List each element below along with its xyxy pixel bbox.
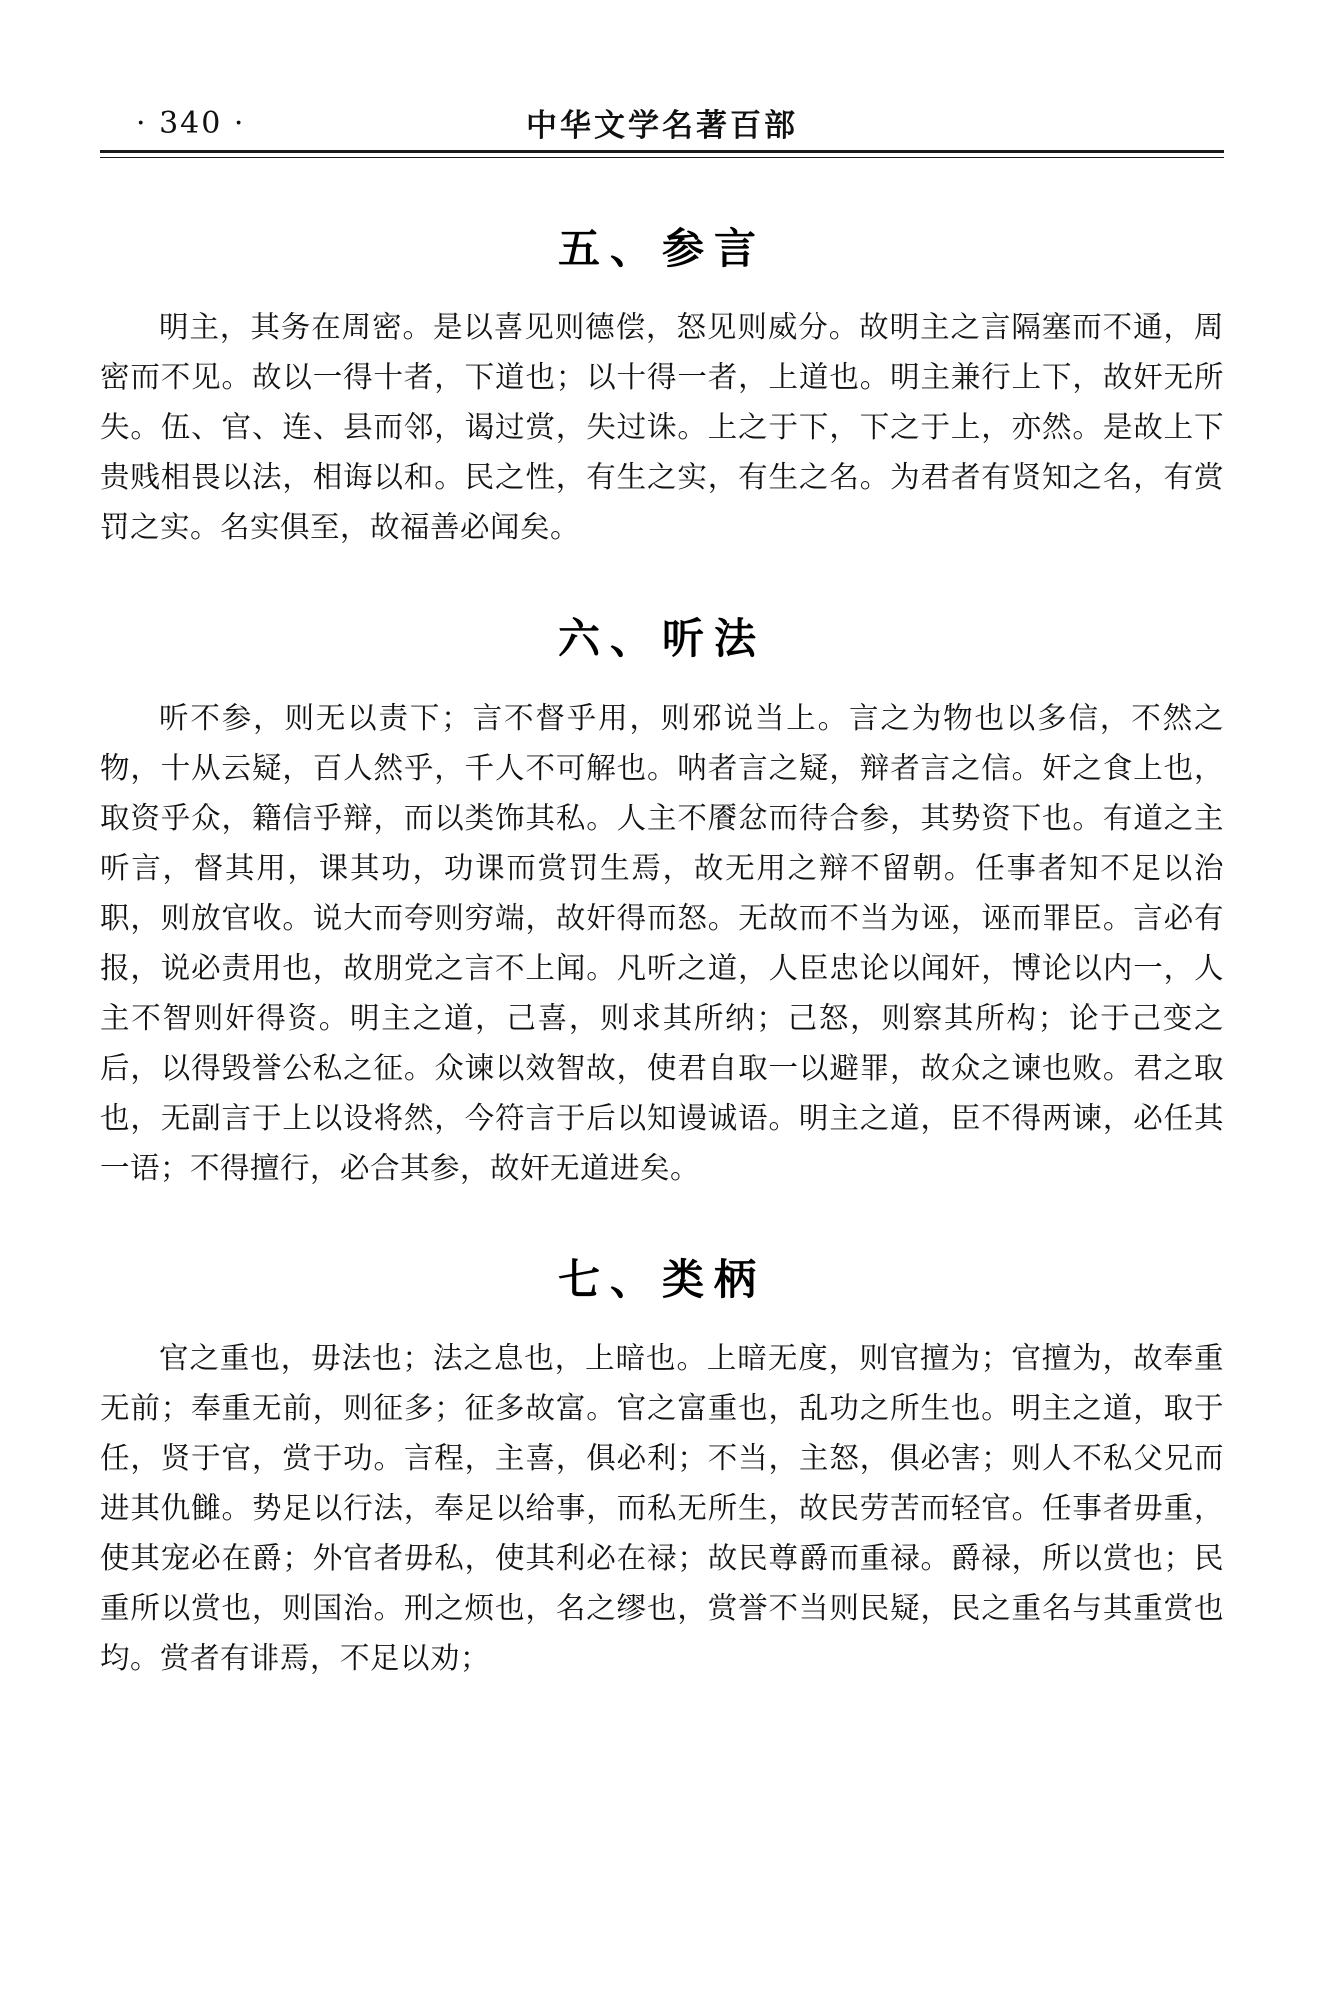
section-paragraph-2: 听不参，则无以责下；言不督乎用，则邪说当上。言之为物也以多信，不然之物，十从云疑，百人然乎，千人不可解也。呐者言之疑，辩者言之信。奸之食上也，取资乎众，籍信乎辩，而以类饰其私。人主不餍忿而待合参，其势资下也。有道之主听言，督其用，课其功，功课而赏罚生焉，故无用之辩不留朝。任事者知不足以治职，则放官收。说大而夸则穷端，故奸得而怒。无故而不当为诬，诬而罪臣。言必有报，说必责用也，故朋党之言不上闻。凡听之道，人臣忠论以闻奸，博论以内一，人主不智则奸得资。明主之道，己喜，则求其所纳；己怒，则察其所构；论于己变之后，以得毁誉公私之征。众谏以效智故，使君自取一以避罪，故众之谏也败。君之取也，无副言于上以设将然，今符言于后以知谩诚语。明主之道，臣不得两谏，必任其一语；不得擅行，必合其参，故奸无道进矣。 xyxy=(100,700,1224,1185)
book-title: 中华文学名著百部 xyxy=(526,108,798,144)
page-number: · 340 · xyxy=(136,106,246,141)
section-heading-1: 五、参言 xyxy=(557,224,766,273)
section-block-3 xyxy=(100,1255,1224,1683)
page-content xyxy=(100,200,1224,1683)
section-paragraph-1: 明主，其务在周密。是以喜见则德偿，怒见则威分。故明主之言隔塞而不通，周密而不见。故以一得十者，下道也；以十得一者，上道也。明主兼行上下，故奸无所失。伍、官、连、县而邻，谒过赏，失过诛。上之于下，下之于上，亦然。是故上下贵贱相畏以法，相诲以和。民之性，有生之实，有生之名。为君者有贤知之名，有赏罚之实。名实俱至，故福善必闻矣。 xyxy=(100,310,1224,545)
section-paragraph-3: 官之重也，毋法也；法之息也，上暗也。上暗无度，则官擅为；官擅为，故奉重无前；奉重无前，则征多；征多故富。官之富重也，乱功之所生也。明主之道，取于任，贤于官，赏于功。言程，主喜，俱必利；不当，主怒，俱必害；则人不私父兄而进其仇雠。势足以行法，奉足以给事，而私无所生，故民劳苦而轻官。任事者毋重，使其宠必在爵；外官者毋私，使其利必在禄；故民尊爵而重禄。爵禄，所以赏也；民重所以赏也，则国治。刑之烦也，名之缪也，赏誉不当则民疑，民之重名与其重赏也均。赏者有诽焉，不足以劝； xyxy=(100,1341,1224,1676)
section-heading-3: 七、类柄 xyxy=(557,1254,766,1304)
header-rule-thin xyxy=(100,157,1224,158)
page-header xyxy=(100,100,1224,160)
section-block-2 xyxy=(100,614,1224,1192)
header-rule-thick xyxy=(100,150,1224,153)
section-heading-2: 六、听法 xyxy=(557,614,766,664)
section-block-1 xyxy=(100,224,1224,552)
